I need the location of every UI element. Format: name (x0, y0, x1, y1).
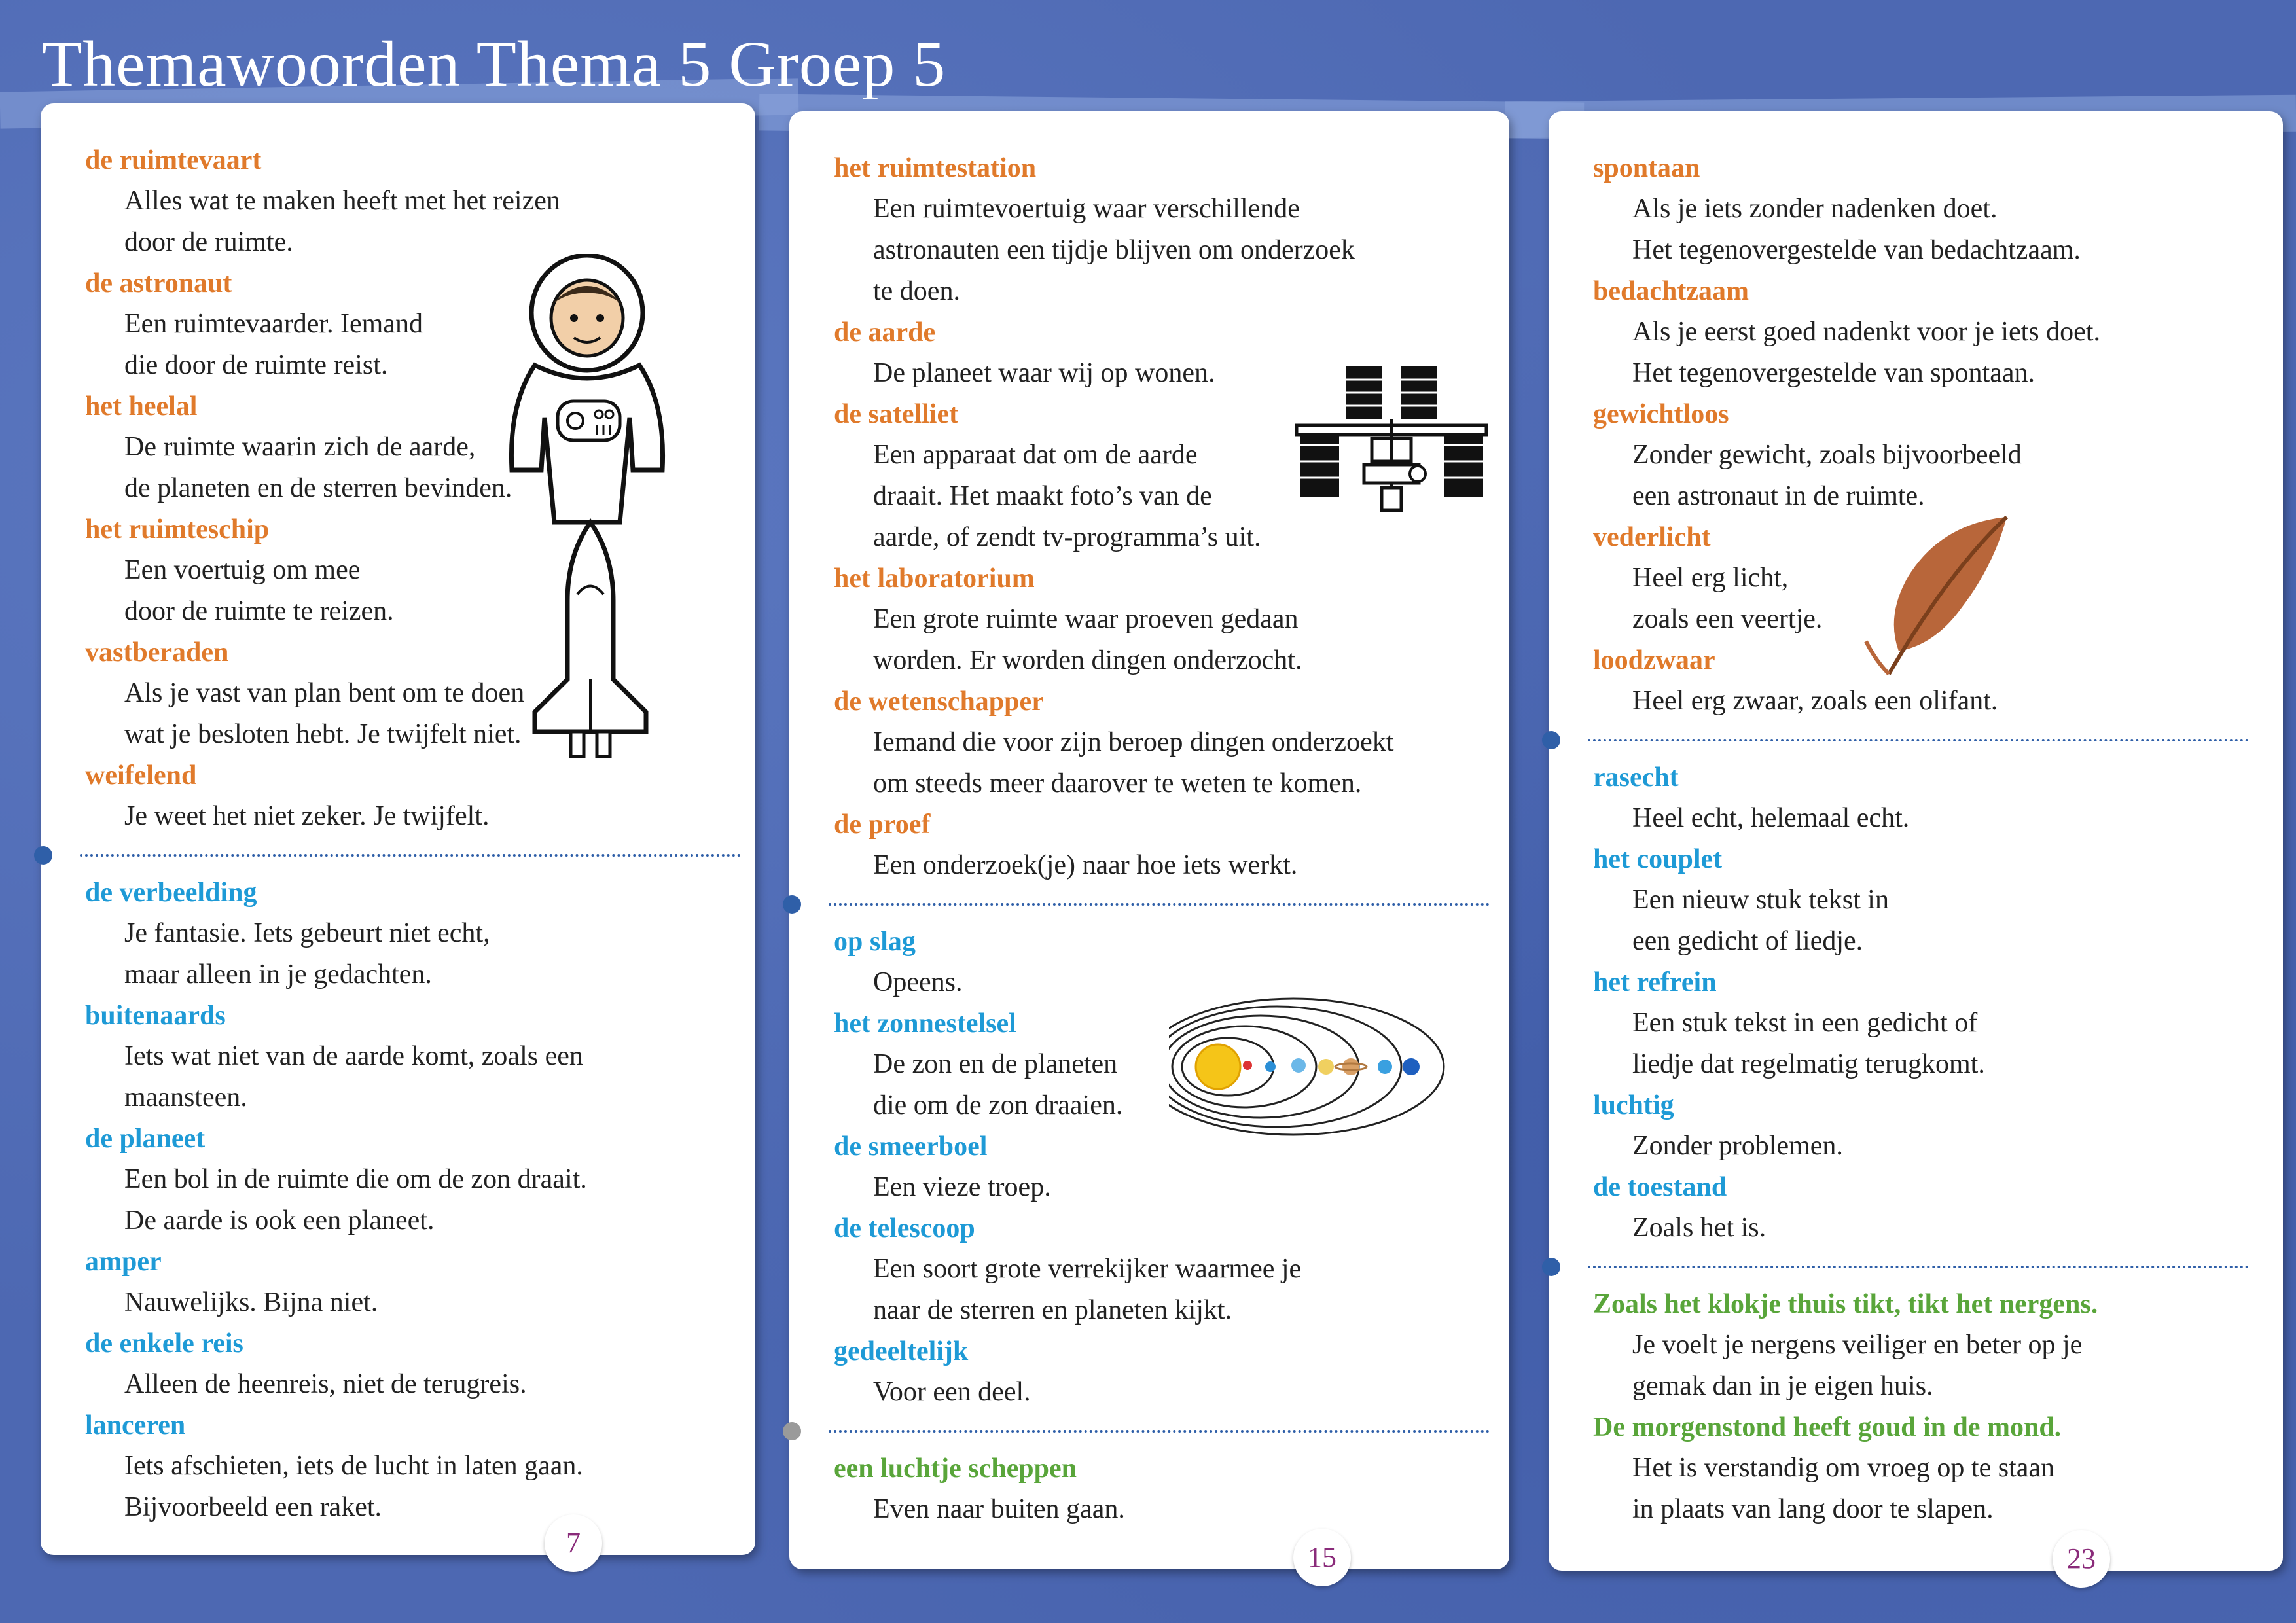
definition-line: een gedicht of liedje. (1632, 926, 1863, 956)
definition-line: De aarde is ook een planeet. (124, 1205, 435, 1236)
term-definition (1593, 312, 2257, 394)
term-de-smeerboel: de smeerboel (834, 1132, 988, 1162)
definition-line: Iets afschieten, iets de lucht in laten gaan. (124, 1451, 583, 1481)
term-definition (85, 1446, 729, 1528)
term-definition (85, 1036, 729, 1118)
definition-line: Je voelt je nergens veiliger en beter op je (1632, 1330, 2083, 1360)
definition-line: Bijvoorbeeld een raket. (124, 1492, 382, 1522)
definition-line: Even naar buiten gaan. (873, 1494, 1125, 1524)
definition-line: Het tegenovergestelde van bedachtzaam. (1632, 235, 2081, 265)
definition-line: Een voertuig om mee (124, 555, 361, 585)
term-amper: amper (85, 1247, 162, 1277)
term-definition (834, 845, 1483, 886)
term-definition (1593, 1003, 2257, 1085)
space-station-icon (1293, 360, 1490, 517)
term-definition (834, 1489, 1483, 1530)
term-definition (834, 1372, 1483, 1413)
page-title: Themawoorden Thema 5 Groep 5 (42, 27, 946, 100)
word-card (1549, 111, 2283, 1575)
definition-line: Als je eerst goed nadenkt voor je iets doet. (1632, 317, 2100, 347)
term-gewichtloos: gewichtloos (1593, 399, 1729, 429)
word-list (1593, 148, 2257, 1530)
term-definition (1593, 435, 2257, 517)
page-number: 15 (1293, 1529, 1351, 1586)
term-de-satelliet: de satelliet (834, 399, 959, 429)
definition-line: Een apparaat dat om de aarde (873, 440, 1198, 470)
definition-line: Een ruimtevaarder. Iemand (124, 309, 423, 339)
term-de-toestand: de toestand (1593, 1172, 1727, 1202)
definition-line: Een vieze troep. (873, 1172, 1051, 1202)
definition-line: Een stuk tekst in een gedicht of (1632, 1008, 1978, 1038)
definition-line: Heel echt, helemaal echt. (1632, 803, 1910, 833)
term-het-couplet: het couplet (1593, 844, 1723, 874)
definition-line: Als je vast van plan bent om te doen (124, 678, 525, 708)
word-card (789, 111, 1509, 1573)
definition-line: Een onderzoek(je) naar hoe iets werkt. (873, 850, 1298, 880)
definition-line: liedje dat regelmatig terugkomt. (1632, 1049, 1985, 1079)
term-de-planeet: de planeet (85, 1124, 206, 1154)
term-bedachtzaam: bedachtzaam (1593, 276, 1749, 306)
word-card (41, 103, 755, 1559)
definition-line: Een soort grote verrekijker waarmee je (873, 1254, 1302, 1284)
term-definition (1593, 798, 2257, 839)
space-shuttle-icon (525, 516, 656, 764)
section-divider (829, 1430, 1490, 1433)
definition-line: Als je iets zonder nadenken doet. (1632, 194, 1998, 224)
section-divider (1588, 1266, 2249, 1268)
definition-line: door de ruimte. (124, 227, 293, 257)
section-divider (80, 854, 741, 857)
definition-line: Een bol in de ruimte die om de zon draait. (124, 1164, 587, 1194)
term-definition (1593, 681, 2257, 722)
definition-line: Zonder gewicht, zoals bijvoorbeeld (1632, 440, 2022, 470)
definition-line: om steeds meer daarover te weten te komen. (873, 768, 1362, 798)
term-de-ruimtevaart: de ruimtevaart (85, 145, 262, 175)
word-list (834, 148, 1483, 1530)
definition-line: maar alleen in je gedachten. (124, 959, 432, 990)
term-definition (1593, 1448, 2257, 1530)
term-definition (85, 181, 729, 263)
term-definition (834, 722, 1483, 804)
term-definition (85, 1364, 729, 1405)
term-zoals-het-klokje-thuis-tikt-tikt-het-nergens: Zoals het klokje thuis tikt, tikt het nergens. (1593, 1289, 2098, 1319)
definition-line: Alleen de heenreis, niet de terugreis. (124, 1369, 527, 1399)
definition-line: De planeet waar wij op wonen. (873, 358, 1215, 388)
term-luchtig: luchtig (1593, 1090, 1674, 1120)
definition-line: Een ruimtevoertuig waar verschillende (873, 194, 1300, 224)
definition-line: die door de ruimte reist. (124, 350, 388, 380)
term-een-luchtje-scheppen: een luchtje scheppen (834, 1454, 1077, 1484)
term-weifelend: weifelend (85, 760, 197, 791)
definition-line: te doen. (873, 276, 960, 306)
term-definition (1593, 880, 2257, 962)
term-definition (85, 1282, 729, 1323)
term-definition (1593, 188, 2257, 271)
definition-line: Alles wat te maken heeft met het reizen (124, 186, 560, 216)
term-gedeeltelijk: gedeeltelijk (834, 1336, 969, 1366)
definition-line: Heel erg zwaar, zoals een olifant. (1632, 686, 1998, 716)
term-het-ruimtestation: het ruimtestation (834, 153, 1037, 183)
definition-line: in plaats van lang door te slapen. (1632, 1494, 1994, 1524)
term-definition (1593, 1126, 2257, 1167)
definition-line: Zoals het is. (1632, 1213, 1767, 1243)
term-het-heelal: het heelal (85, 391, 198, 421)
term-op-slag: op slag (834, 927, 916, 957)
term-de-verbeelding: de verbeelding (85, 878, 257, 908)
term-de-proef: de proef (834, 810, 931, 840)
term-definition (85, 1159, 729, 1241)
term-het-ruimteschip: het ruimteschip (85, 514, 270, 544)
term-de-astronaut: de astronaut (85, 268, 232, 298)
definition-line: Nauwelijks. Bijna niet. (124, 1287, 378, 1317)
definition-line: Je weet het niet zeker. Je twijfelt. (124, 801, 490, 831)
definition-line: naar de sterren en planeten kijkt. (873, 1295, 1232, 1325)
term-de-morgenstond-heeft-goud-in-de-mond: De morgenstond heeft goud in de mond. (1593, 1412, 2062, 1442)
definition-line: een astronaut in de ruimte. (1632, 481, 1925, 511)
term-de-aarde: de aarde (834, 317, 936, 348)
definition-line: aarde, of zendt tv-programma’s uit. (873, 522, 1261, 552)
feather-icon (1863, 510, 2013, 681)
term-definition (834, 599, 1483, 681)
section-divider (1588, 739, 2249, 741)
term-definition (1593, 1207, 2257, 1249)
definition-line: draait. Het maakt foto’s van de (873, 481, 1212, 511)
astronaut-icon (489, 254, 685, 529)
definition-line: Iets wat niet van de aarde komt, zoals een (124, 1041, 583, 1071)
term-definition (85, 796, 729, 837)
term-het-zonnestelsel: het zonnestelsel (834, 1008, 1016, 1039)
term-het-refrein: het refrein (1593, 967, 1717, 997)
definition-line: door de ruimte te reizen. (124, 596, 394, 626)
page-number: 7 (545, 1514, 602, 1572)
term-spontaan: spontaan (1593, 153, 1700, 183)
term-definition (834, 1167, 1483, 1208)
definition-line: maansteen. (124, 1082, 247, 1113)
definition-line: Je fantasie. Iets gebeurt niet echt, (124, 918, 490, 948)
solar-system-icon (1169, 995, 1463, 1139)
term-de-wetenschapper: de wetenschapper (834, 687, 1044, 717)
term-definition (1593, 1325, 2257, 1407)
definition-line: de planeten en de sterren bevinden. (124, 473, 512, 503)
term-buitenaards: buitenaards (85, 1001, 226, 1031)
term-definition (834, 1249, 1483, 1331)
definition-line: Een grote ruimte waar proeven gedaan (873, 604, 1299, 634)
definition-line: wat je besloten hebt. Je twijfelt niet. (124, 719, 522, 749)
definition-line: Zonder problemen. (1632, 1131, 1843, 1161)
section-divider (829, 903, 1490, 906)
definition-line: De ruimte waarin zich de aarde, (124, 432, 476, 462)
definition-line: Het is verstandig om vroeg op te staan (1632, 1453, 2055, 1483)
definition-line: Opeens. (873, 967, 963, 997)
definition-line: gemak dan in je eigen huis. (1632, 1371, 1933, 1401)
term-lanceren: lanceren (85, 1410, 186, 1440)
definition-line: Heel erg licht, (1632, 563, 1789, 593)
term-rasecht: rasecht (1593, 762, 1679, 793)
definition-line: Een nieuw stuk tekst in (1632, 885, 1889, 915)
term-loodzwaar: loodzwaar (1593, 645, 1715, 675)
definition-line: Iemand die voor zijn beroep dingen onderzoekt (873, 727, 1394, 757)
term-de-enkele-reis: de enkele reis (85, 1329, 243, 1359)
definition-line: zoals een veertje. (1632, 604, 1823, 634)
term-definition (85, 913, 729, 995)
term-de-telescoop: de telescoop (834, 1213, 975, 1243)
definition-line: De zon en de planeten (873, 1049, 1118, 1079)
definition-line: die om de zon draaien. (873, 1090, 1123, 1120)
definition-line: worden. Er worden dingen onderzocht. (873, 645, 1302, 675)
term-het-laboratorium: het laboratorium (834, 563, 1035, 594)
term-vastberaden: vastberaden (85, 637, 229, 668)
definition-line: astronauten een tijdje blijven om onderzoek (873, 235, 1355, 265)
definition-line: Het tegenovergestelde van spontaan. (1632, 358, 2036, 388)
term-definition (834, 188, 1483, 312)
page-number: 23 (2053, 1530, 2110, 1588)
term-vederlicht: vederlicht (1593, 522, 1711, 552)
definition-line: Voor een deel. (873, 1377, 1031, 1407)
